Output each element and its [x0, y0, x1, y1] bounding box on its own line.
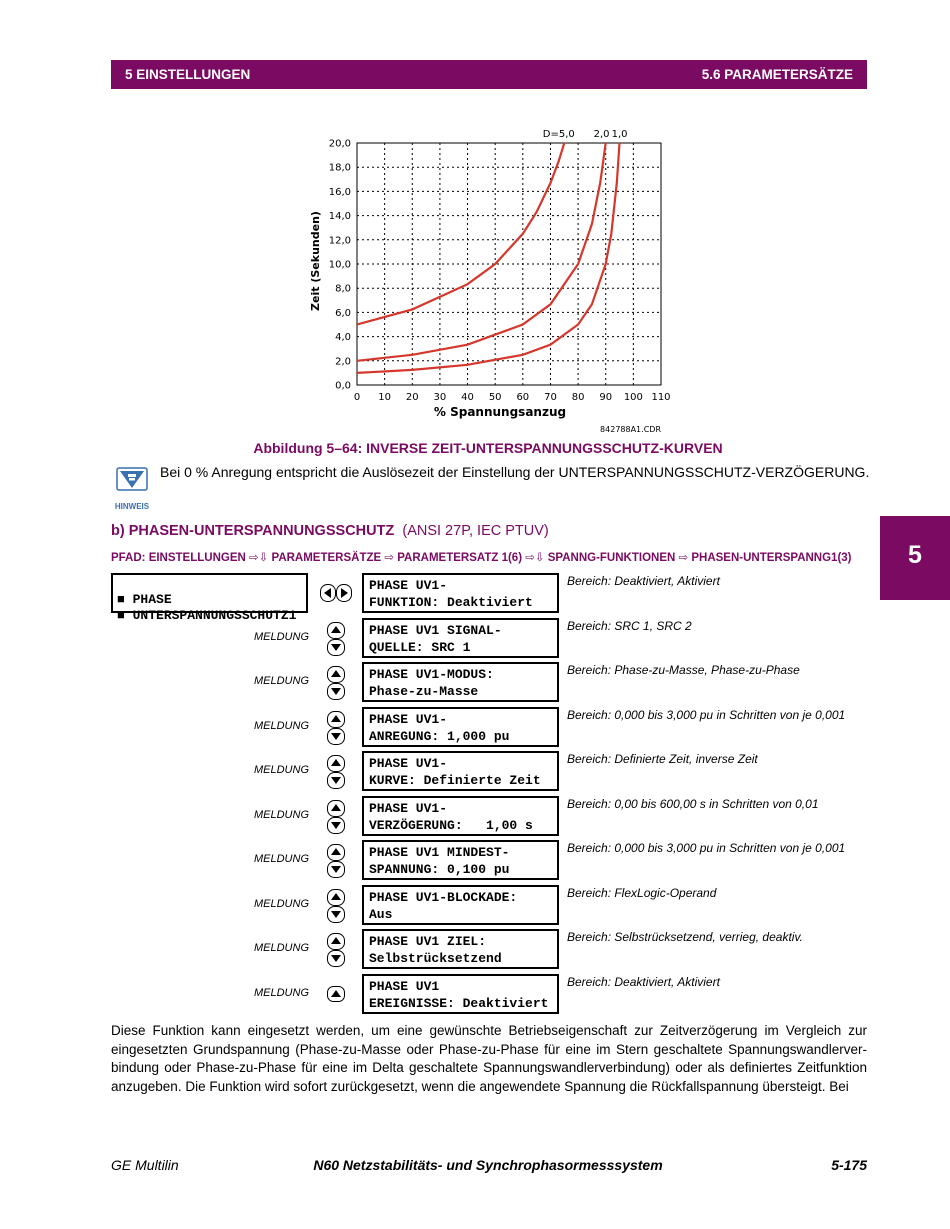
up-down-key-icon[interactable] [327, 844, 345, 878]
x-tick-label: 80 [571, 392, 585, 403]
y-tick-label: 16,0 [328, 186, 351, 198]
menu-header-box[interactable] [111, 573, 308, 623]
setting-range: Bereich: FlexLogic-Operand [567, 885, 717, 900]
y-tick-label: 20,0 [328, 138, 351, 150]
setting-range: Bereich: Selbstrücksetzend, verrieg, deaktiv. [567, 930, 803, 944]
settings-path [111, 550, 852, 564]
setting-line-1: PHASE UV1- [369, 756, 448, 771]
section-subtitle: (ANSI 27P, IEC PTUV) [402, 523, 549, 539]
message-label: MELDUNG [254, 630, 310, 643]
setting-line-2: VERZÖGERUNG: 1,00 s [369, 817, 533, 833]
y-axis-label: Zeit (Sekunden) [309, 211, 322, 311]
setting-range: Bereich: Deaktiviert, Aktiviert [567, 574, 720, 588]
setting-line-2: SPANNUNG: 0,100 pu [369, 862, 510, 877]
path-step-2: PARAMETERSATZ 1(6) [397, 552, 523, 564]
y-tick-label: 4,0 [335, 332, 351, 344]
setting-line-2: Phase-zu-Masse [369, 684, 479, 699]
note-block [111, 466, 153, 510]
setting-line-1: PHASE UV1- [369, 578, 448, 593]
setting-line-1: PHASE UV1- [369, 711, 448, 727]
up-down-key-icon[interactable] [327, 800, 345, 834]
arrow-right-down-icon: ⇨⇩ [525, 552, 545, 564]
setting-range: Bereich: Deaktiviert, Aktiviert [567, 974, 720, 989]
drawing-code: 842788A1.CDR [600, 425, 661, 434]
setting-display-box[interactable] [362, 573, 559, 613]
note-text: Bei 0 % Anregung entspricht die Auslösezeit der Einstellung der UNTERSPANNUNGSSCHUTZ-VERZÖGERUNG. [160, 464, 870, 480]
x-tick-label: 20 [405, 392, 419, 403]
series-line-1 [357, 143, 606, 361]
chart-series [357, 133, 620, 373]
path-step-3: SPANNG-FUNKTIONEN [547, 552, 676, 564]
message-label: MELDUNG [254, 808, 310, 821]
up-down-key-icon[interactable] [327, 755, 345, 789]
y-tick-label: 2,0 [335, 356, 351, 368]
body-paragraph: Diese Funktion kann eingesetzt werden, um eine gewünschte Betriebseigenschaft zur Zeitverzögerung im Vergleich zur eingesetzten Grundspannung (Phase-zu-Masse oder Phase-zu-Phase für eine im Stern geschaltete Spannungswandlerver- bindung oder Phase-zu-Phase für eine im Delta geschaltete Spannungswandlerverbindung) oder als definiertes Zeitfunktion anzugeben. Die Funktion wird sofort zurückgesetzt, wenn die angewendete Spannung die Rückfallspannung übersteigt. Bei [111, 1023, 867, 1094]
setting-range: Bereich: 0,000 bis 3,000 pu in Schritten von je 0,001 [567, 841, 846, 855]
arrow-right-icon: ⇨ [384, 552, 395, 564]
setting-line-2: Aus [369, 906, 393, 922]
setting-display-box[interactable] [362, 974, 559, 1014]
note-label: HINWEIS [114, 502, 150, 511]
setting-line-2: KURVE: Definierte Zeit [369, 773, 541, 788]
setting-line-2: QUELLE: SRC 1 [369, 639, 471, 655]
setting-line-1: PHASE UV1-MODUS: [369, 667, 494, 682]
header-section: 5.6 PARAMETERSÄTZE [701, 67, 853, 82]
y-tick-label: 0,0 [335, 380, 351, 392]
setting-line-2: ANREGUNG: 1,000 pu [369, 728, 510, 744]
setting-line-2: Selbstrücksetzend [369, 951, 502, 966]
footer-company: GE Multilin [111, 1157, 179, 1173]
left-right-key-icon[interactable] [320, 584, 352, 602]
y-tick-label: 18,0 [328, 162, 351, 174]
setting-range: Bereich: 0,00 bis 600,00 s in Schritten von 0,01 [567, 796, 819, 811]
path-step-4: PHASEN-UNTERSPANNG1(3) [691, 552, 852, 564]
setting-display-box[interactable] [362, 840, 559, 880]
message-label: MELDUNG [254, 719, 310, 732]
x-tick-label: 10 [378, 392, 392, 403]
message-label: MELDUNG [254, 675, 310, 687]
footer-page-number: 5-175 [831, 1157, 867, 1173]
section-heading: b) PHASEN-UNTERSPANNUNGSSCHUTZ [111, 523, 395, 539]
setting-display-box[interactable] [362, 662, 559, 702]
x-tick-label: 90 [599, 392, 613, 403]
x-tick-label: 50 [488, 392, 502, 403]
setting-line-1: PHASE UV1 MINDEST- [369, 845, 510, 860]
bullet-square-icon: ■ [117, 608, 133, 623]
setting-display-box[interactable] [362, 929, 559, 969]
setting-display-box[interactable] [362, 796, 559, 836]
setting-line-1: PHASE UV1-BLOCKADE: [369, 889, 518, 905]
up-down-key-icon[interactable] [327, 711, 345, 745]
setting-display-box[interactable] [362, 885, 559, 925]
setting-line-2: EREIGNISSE: Deaktiviert [369, 995, 549, 1011]
message-label: MELDUNG [254, 764, 310, 776]
hand-pointer-icon [111, 466, 153, 496]
x-tick-label: 70 [544, 392, 557, 403]
setting-range: Bereich: SRC 1, SRC 2 [567, 618, 692, 633]
y-tick-label: 12,0 [328, 235, 351, 247]
up-key-icon[interactable] [327, 986, 345, 1002]
setting-line-1: PHASE UV1 SIGNAL- [369, 622, 502, 638]
curve-label: D=5,0 [542, 129, 575, 140]
x-tick-label: 0 [353, 392, 361, 403]
message-label: MELDUNG [254, 986, 310, 999]
up-down-key-icon[interactable] [327, 889, 345, 923]
y-tick-label: 8,0 [335, 283, 351, 295]
up-down-key-icon[interactable] [327, 666, 345, 700]
message-label: MELDUNG [254, 897, 310, 910]
setting-display-box[interactable] [362, 618, 559, 658]
chapter-tab: 5 [880, 516, 950, 600]
setting-display-box[interactable] [362, 751, 559, 791]
up-down-key-icon[interactable] [327, 622, 345, 656]
chart-grid [357, 143, 661, 385]
section-title [111, 523, 549, 539]
setting-display-box[interactable] [362, 707, 559, 747]
x-tick-label: 60 [516, 392, 530, 403]
figure-caption: Abbildung 5–64: INVERSE ZEIT-UNTERSPANNUNGSSCHUTZ-KURVEN [253, 440, 723, 456]
header-chapter: 5 EINSTELLUNGEN [125, 67, 251, 82]
path-root: PFAD: EINSTELLUNGEN [111, 552, 246, 564]
setting-range: Bereich: Definierte Zeit, inverse Zeit [567, 752, 758, 766]
message-label: MELDUNG [254, 853, 310, 865]
y-tick-label: 6,0 [335, 307, 351, 319]
arrow-right-down-icon: ⇨⇩ [249, 552, 269, 564]
setting-line-1: PHASE UV1 [369, 978, 440, 994]
x-tick-label: 100 [623, 392, 643, 403]
setting-line-2: FUNKTION: Deaktiviert [369, 595, 533, 610]
bullet-square-icon: ■ [117, 592, 133, 607]
inverse-time-undervoltage-chart [300, 120, 680, 435]
path-step-1: PARAMETERSÄTZE [271, 552, 382, 564]
curve-label: 1,0 [611, 129, 628, 140]
x-axis-label: % Spannungsanzug [433, 405, 567, 419]
menu-line-1: PHASE [132, 592, 172, 607]
up-down-key-icon[interactable] [327, 933, 345, 967]
series-line-0 [357, 133, 567, 324]
message-label: MELDUNG [254, 942, 310, 954]
y-tick-label: 14,0 [328, 211, 351, 223]
setting-range: Bereich: 0,000 bis 3,000 pu in Schritten von je 0,001 [567, 707, 846, 722]
x-tick-label: 40 [461, 392, 474, 403]
arrow-right-icon: ⇨ [678, 552, 689, 564]
setting-range: Bereich: Phase-zu-Masse, Phase-zu-Phase [567, 663, 800, 677]
x-tick-label: 30 [433, 392, 447, 403]
y-tick-label: 10,0 [328, 259, 351, 271]
page-header [111, 60, 867, 89]
x-tick-label: 110 [651, 392, 671, 403]
setting-line-1: PHASE UV1- [369, 800, 448, 816]
menu-line-2: UNTERSPANNUNGSSCHUTZ1 [132, 608, 297, 623]
footer-title: N60 Netzstabilitäts- und Synchrophasormesssystem [313, 1157, 663, 1173]
setting-line-1: PHASE UV1 ZIEL: [369, 934, 487, 949]
curve-label: 2,0 [593, 129, 610, 140]
